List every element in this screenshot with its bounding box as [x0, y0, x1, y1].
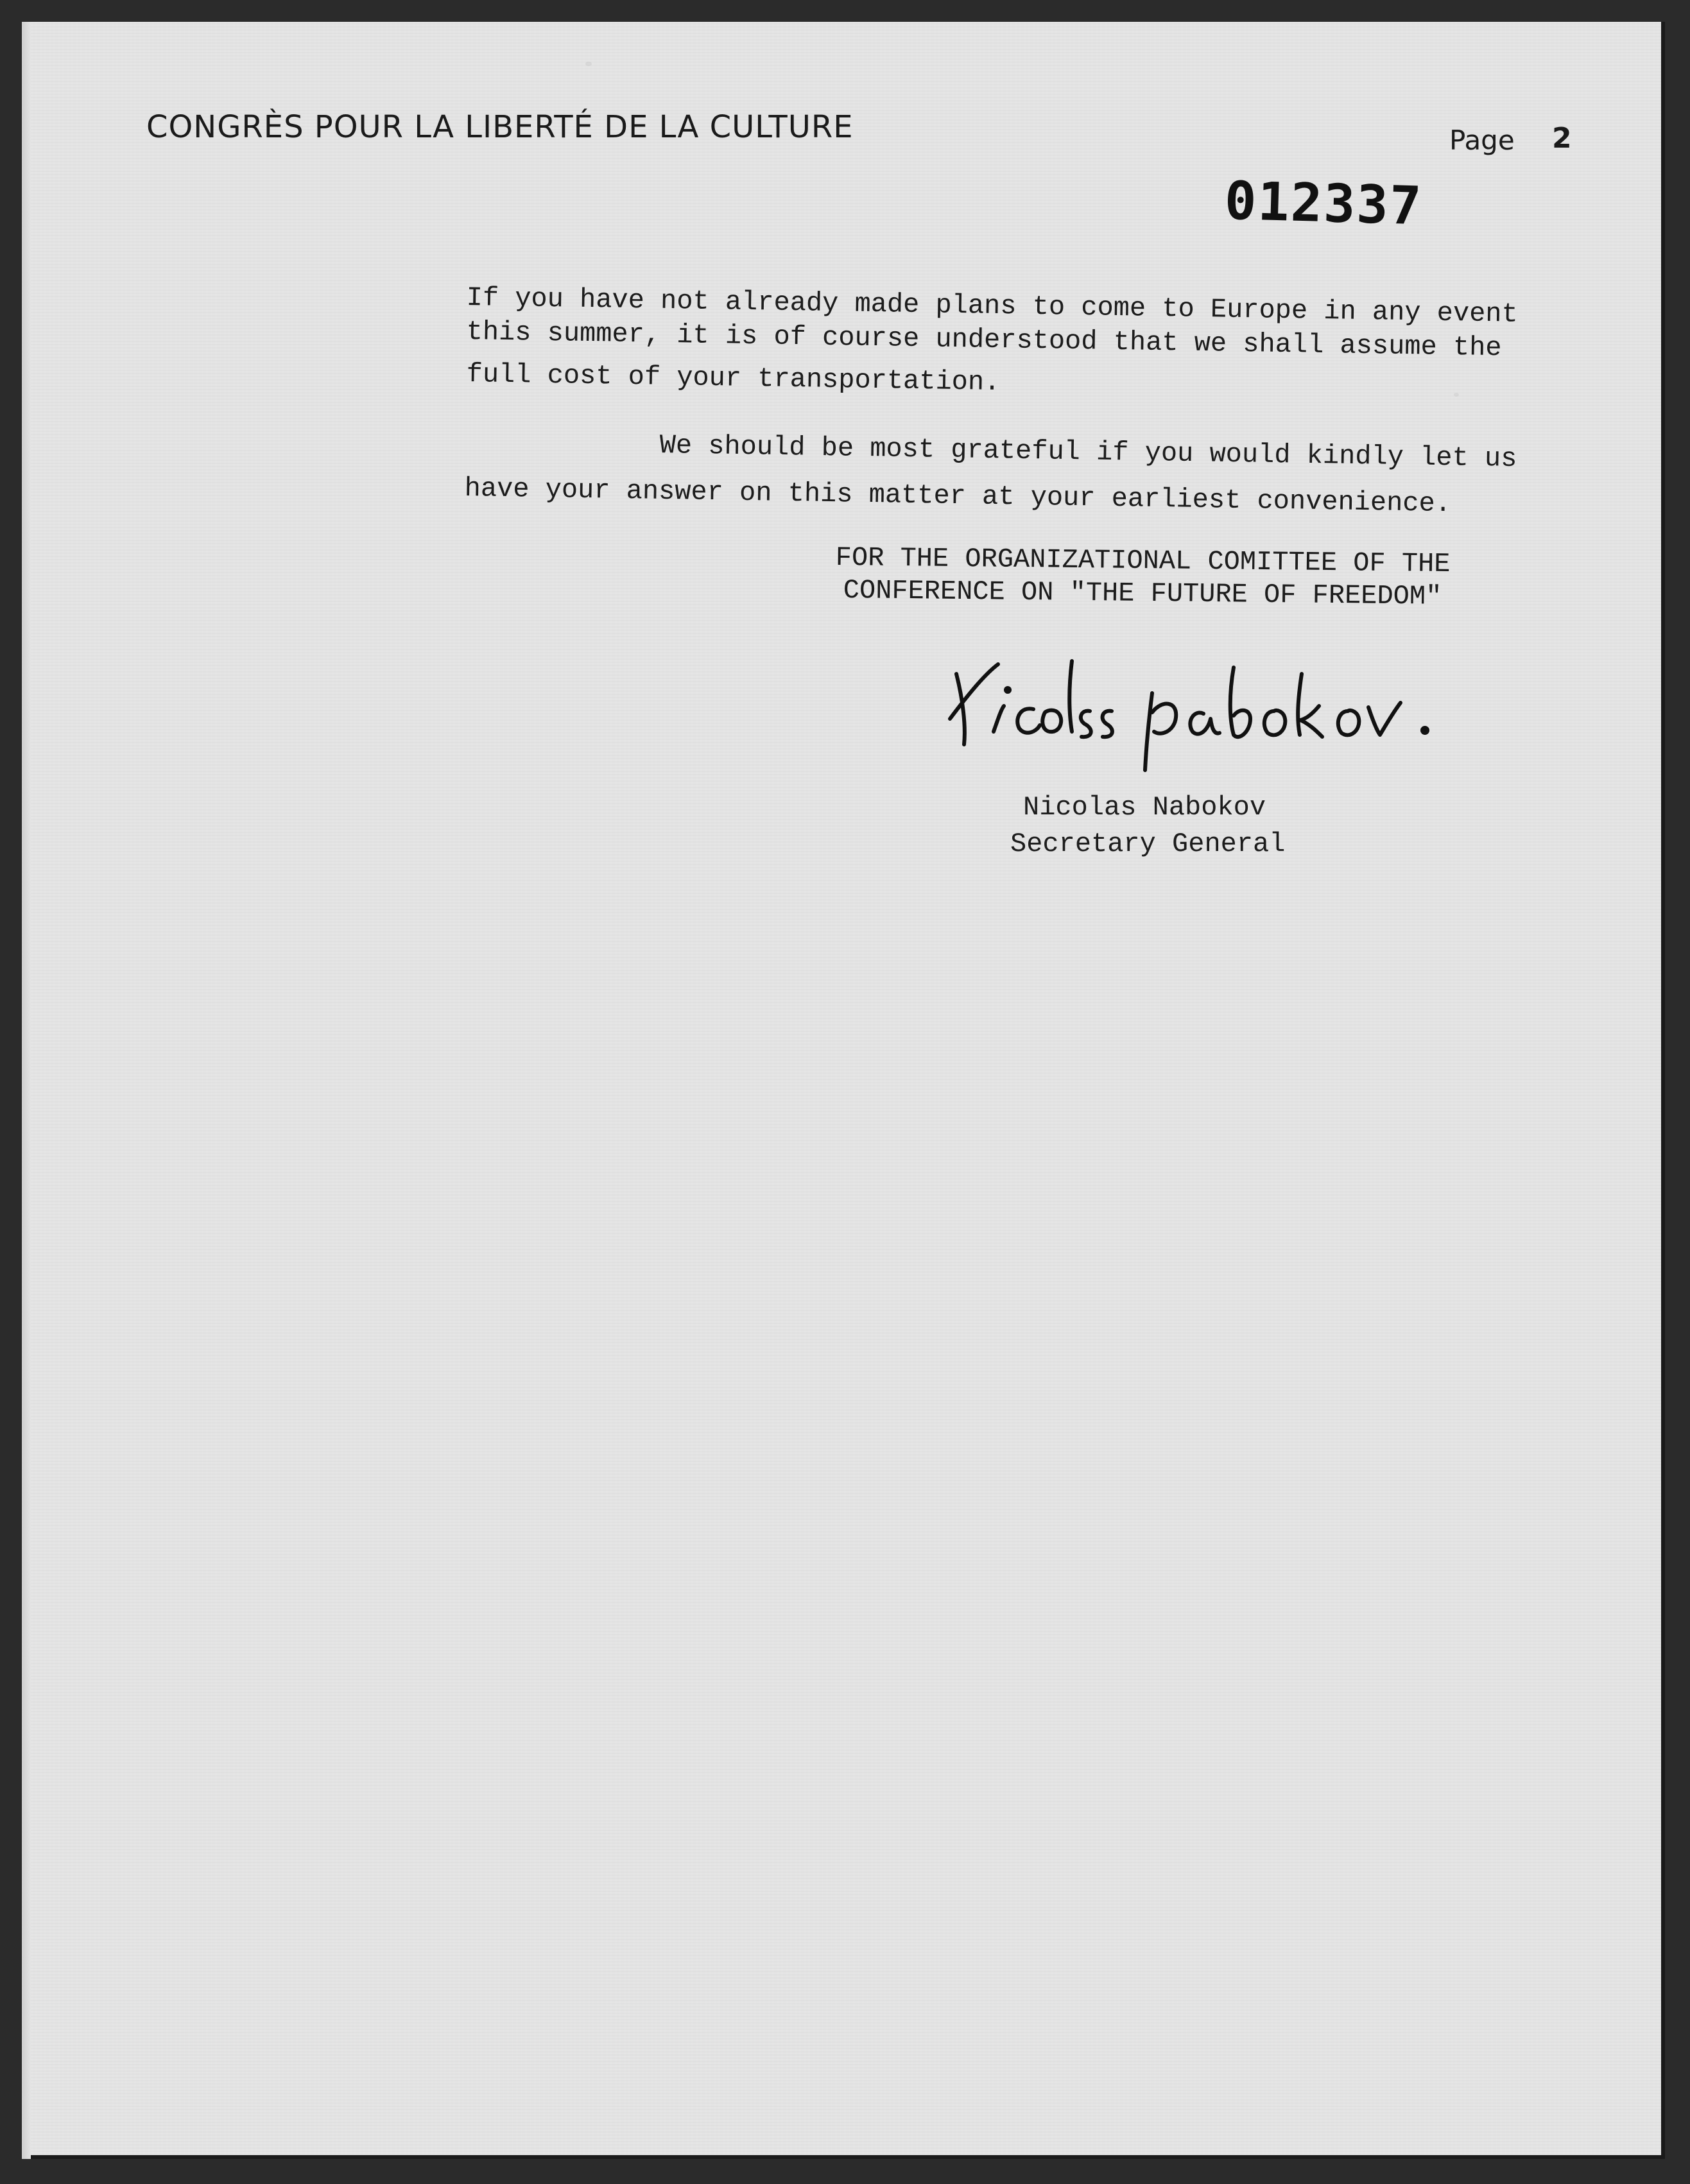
paragraph-line: have your answer on this matter at your earliest convenience. [464, 473, 1452, 520]
signatory-name: Nicolas Nabokov [1023, 792, 1266, 823]
closing-line: FOR THE ORGANIZATIONAL COMITTEE OF THE [835, 542, 1451, 580]
page-edge [22, 22, 31, 2159]
signatory-title: Secretary General [1010, 829, 1286, 859]
paper-mark [585, 62, 592, 66]
letterhead-organization: CONGRÈS POUR LA LIBERTÉ DE LA CULTURE [146, 109, 854, 145]
closing-line: CONFERENCE ON "THE FUTURE OF FREEDOM" [843, 575, 1442, 612]
page-number: 2 [1552, 122, 1572, 155]
document-number-stamp: 012337 [1223, 170, 1424, 237]
paragraph-line: full cost of your transportation. [466, 359, 1001, 399]
handwritten-signature [937, 635, 1438, 777]
paragraph-line: We should be most grateful if you would kindly let us [659, 430, 1517, 474]
page-label: Page [1449, 125, 1515, 156]
paragraph-line: this summer, it is of course understood that we shall assume the [466, 316, 1502, 364]
paragraph-line: If you have not already made plans to come to Europe in any event [466, 282, 1519, 330]
paper-mark [1454, 393, 1459, 397]
